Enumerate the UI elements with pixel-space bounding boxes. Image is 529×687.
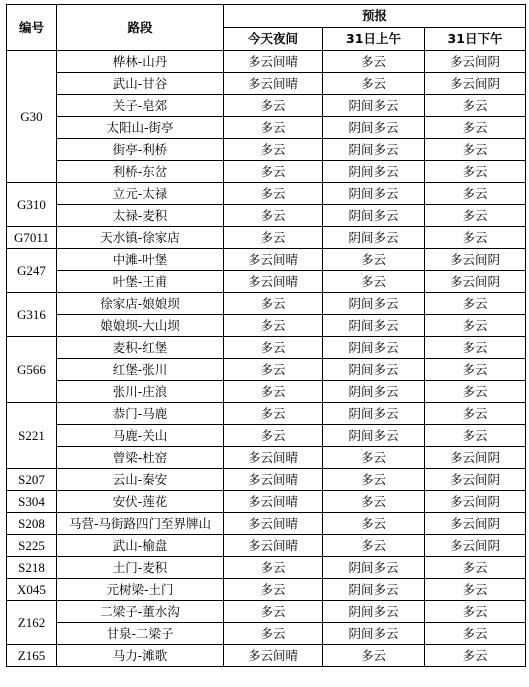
route-code-cell: X045 bbox=[7, 579, 57, 601]
road-section-cell: 马营-马街路四门至界牌山 bbox=[57, 513, 224, 535]
forecast-31-afternoon-cell: 多云间阴 bbox=[425, 249, 526, 271]
forecast-31-morning-cell: 阴间多云 bbox=[323, 95, 425, 117]
forecast-31-morning-cell: 多云 bbox=[323, 469, 425, 491]
forecast-31-afternoon-cell: 多云 bbox=[425, 117, 526, 139]
route-code-cell: G566 bbox=[7, 337, 57, 403]
road-section-cell: 桦林-山丹 bbox=[57, 51, 224, 73]
road-section-cell: 元树梁-土门 bbox=[57, 579, 224, 601]
forecast-tonight-cell: 多云间晴 bbox=[224, 249, 323, 271]
forecast-tonight-cell: 多云 bbox=[224, 601, 323, 623]
forecast-31-afternoon-cell: 多云间阴 bbox=[425, 491, 526, 513]
forecast-31-morning-cell: 阴间多云 bbox=[323, 139, 425, 161]
forecast-tonight-cell: 多云间晴 bbox=[224, 51, 323, 73]
forecast-31-afternoon-cell: 多云 bbox=[425, 579, 526, 601]
forecast-table-container bbox=[6, 4, 526, 667]
forecast-tonight-cell: 多云 bbox=[224, 337, 323, 359]
road-section-cell: 武山-榆盘 bbox=[57, 535, 224, 557]
table-row bbox=[7, 315, 526, 337]
forecast-tonight-cell: 多云 bbox=[224, 117, 323, 139]
table-row bbox=[7, 161, 526, 183]
forecast-31-morning-cell: 阴间多云 bbox=[323, 359, 425, 381]
forecast-31-afternoon-cell: 多云间阴 bbox=[425, 271, 526, 293]
table-row bbox=[7, 293, 526, 315]
forecast-31-afternoon-cell: 多云 bbox=[425, 139, 526, 161]
forecast-31-morning-cell: 阴间多云 bbox=[323, 403, 425, 425]
road-section-cell: 安伏-莲花 bbox=[57, 491, 224, 513]
forecast-31-morning-cell: 多云 bbox=[323, 645, 425, 667]
road-section-cell: 利桥-东岔 bbox=[57, 161, 224, 183]
forecast-31-afternoon-cell: 多云间阴 bbox=[425, 51, 526, 73]
forecast-31-afternoon-cell: 多云间阴 bbox=[425, 73, 526, 95]
road-section-cell: 云山-秦安 bbox=[57, 469, 224, 491]
road-section-cell: 中滩-叶堡 bbox=[57, 249, 224, 271]
road-section-cell: 徐家店-娘娘坝 bbox=[57, 293, 224, 315]
table-row bbox=[7, 271, 526, 293]
forecast-31-morning-cell: 多云 bbox=[323, 535, 425, 557]
forecast-tonight-cell: 多云 bbox=[224, 579, 323, 601]
road-section-cell: 曾梁-杜窑 bbox=[57, 447, 224, 469]
road-section-cell: 二梁子-董水沟 bbox=[57, 601, 224, 623]
header-period-31-afternoon: 31日下午 bbox=[425, 28, 526, 51]
forecast-tonight-cell: 多云间晴 bbox=[224, 491, 323, 513]
table-row bbox=[7, 227, 526, 249]
forecast-tonight-cell: 多云间晴 bbox=[224, 535, 323, 557]
forecast-31-morning-cell: 阴间多云 bbox=[323, 623, 425, 645]
forecast-tonight-cell: 多云 bbox=[224, 161, 323, 183]
forecast-31-morning-cell: 阴间多云 bbox=[323, 557, 425, 579]
table-row bbox=[7, 579, 526, 601]
forecast-31-afternoon-cell: 多云 bbox=[425, 381, 526, 403]
forecast-tonight-cell: 多云 bbox=[224, 623, 323, 645]
forecast-tonight-cell: 多云 bbox=[224, 227, 323, 249]
table-row bbox=[7, 425, 526, 447]
forecast-31-afternoon-cell: 多云间阴 bbox=[425, 535, 526, 557]
forecast-tonight-cell: 多云 bbox=[224, 293, 323, 315]
forecast-tonight-cell: 多云间晴 bbox=[224, 645, 323, 667]
forecast-tonight-cell: 多云 bbox=[224, 557, 323, 579]
table-row bbox=[7, 73, 526, 95]
road-section-cell: 武山-甘谷 bbox=[57, 73, 224, 95]
forecast-31-morning-cell: 阴间多云 bbox=[323, 579, 425, 601]
route-code-cell: G316 bbox=[7, 293, 57, 337]
table-row bbox=[7, 139, 526, 161]
forecast-31-afternoon-cell: 多云间阴 bbox=[425, 469, 526, 491]
table-row bbox=[7, 337, 526, 359]
forecast-31-morning-cell: 多云 bbox=[323, 271, 425, 293]
route-code-cell: Z165 bbox=[7, 645, 57, 667]
road-section-cell: 马力-滩歌 bbox=[57, 645, 224, 667]
table-body bbox=[7, 51, 526, 667]
table-row bbox=[7, 359, 526, 381]
forecast-31-afternoon-cell: 多云 bbox=[425, 337, 526, 359]
forecast-tonight-cell: 多云 bbox=[224, 183, 323, 205]
forecast-tonight-cell: 多云 bbox=[224, 139, 323, 161]
forecast-31-morning-cell: 阴间多云 bbox=[323, 337, 425, 359]
route-code-cell: G247 bbox=[7, 249, 57, 293]
forecast-tonight-cell: 多云间晴 bbox=[224, 513, 323, 535]
forecast-31-afternoon-cell: 多云 bbox=[425, 557, 526, 579]
forecast-31-afternoon-cell: 多云 bbox=[425, 645, 526, 667]
forecast-tonight-cell: 多云 bbox=[224, 205, 323, 227]
road-section-cell: 张川-庄浪 bbox=[57, 381, 224, 403]
road-section-cell: 关子-皂郊 bbox=[57, 95, 224, 117]
road-section-cell: 红堡-张川 bbox=[57, 359, 224, 381]
forecast-31-afternoon-cell: 多云 bbox=[425, 601, 526, 623]
road-section-cell: 马鹿-关山 bbox=[57, 425, 224, 447]
forecast-31-morning-cell: 阴间多云 bbox=[323, 601, 425, 623]
forecast-31-afternoon-cell: 多云 bbox=[425, 359, 526, 381]
forecast-31-morning-cell: 阴间多云 bbox=[323, 293, 425, 315]
forecast-tonight-cell: 多云 bbox=[224, 381, 323, 403]
header-forecast: 预报 bbox=[224, 5, 526, 28]
forecast-31-morning-cell: 多云 bbox=[323, 73, 425, 95]
road-section-cell: 叶堡-王甫 bbox=[57, 271, 224, 293]
forecast-31-afternoon-cell: 多云 bbox=[425, 623, 526, 645]
table-row bbox=[7, 183, 526, 205]
table-row bbox=[7, 403, 526, 425]
header-code: 编号 bbox=[7, 5, 57, 51]
forecast-31-morning-cell: 阴间多云 bbox=[323, 117, 425, 139]
header-period-tonight: 今天夜间 bbox=[224, 28, 323, 51]
road-section-cell: 太禄-麦积 bbox=[57, 205, 224, 227]
forecast-31-afternoon-cell: 多云 bbox=[425, 205, 526, 227]
table-row bbox=[7, 469, 526, 491]
forecast-31-afternoon-cell: 多云 bbox=[425, 95, 526, 117]
forecast-31-morning-cell: 多云 bbox=[323, 249, 425, 271]
forecast-31-afternoon-cell: 多云 bbox=[425, 227, 526, 249]
forecast-31-afternoon-cell: 多云间阴 bbox=[425, 447, 526, 469]
forecast-tonight-cell: 多云 bbox=[224, 95, 323, 117]
table-row bbox=[7, 491, 526, 513]
road-section-cell: 立元-太禄 bbox=[57, 183, 224, 205]
forecast-tonight-cell: 多云 bbox=[224, 403, 323, 425]
forecast-tonight-cell: 多云 bbox=[224, 425, 323, 447]
forecast-31-morning-cell: 阴间多云 bbox=[323, 183, 425, 205]
forecast-tonight-cell: 多云间晴 bbox=[224, 271, 323, 293]
table-row bbox=[7, 645, 526, 667]
forecast-31-morning-cell: 多云 bbox=[323, 51, 425, 73]
forecast-31-morning-cell: 多云 bbox=[323, 491, 425, 513]
table-row bbox=[7, 557, 526, 579]
road-weather-forecast-table bbox=[6, 4, 526, 667]
forecast-31-afternoon-cell: 多云 bbox=[425, 315, 526, 337]
forecast-31-morning-cell: 阴间多云 bbox=[323, 161, 425, 183]
table-header bbox=[7, 5, 526, 51]
table-row bbox=[7, 623, 526, 645]
table-row bbox=[7, 447, 526, 469]
route-code-cell: S221 bbox=[7, 403, 57, 469]
road-section-cell: 街亭-利桥 bbox=[57, 139, 224, 161]
route-code-cell: G310 bbox=[7, 183, 57, 227]
header-period-31-morning: 31日上午 bbox=[323, 28, 425, 51]
road-section-cell: 恭门-马鹿 bbox=[57, 403, 224, 425]
forecast-31-morning-cell: 阴间多云 bbox=[323, 381, 425, 403]
table-row bbox=[7, 205, 526, 227]
road-section-cell: 甘泉-二梁子 bbox=[57, 623, 224, 645]
table-row bbox=[7, 51, 526, 73]
table-row bbox=[7, 381, 526, 403]
route-code-cell: S304 bbox=[7, 491, 57, 513]
road-section-cell: 娘娘坝-大山坝 bbox=[57, 315, 224, 337]
forecast-tonight-cell: 多云 bbox=[224, 359, 323, 381]
forecast-31-morning-cell: 阴间多云 bbox=[323, 425, 425, 447]
forecast-tonight-cell: 多云间晴 bbox=[224, 447, 323, 469]
route-code-cell: S218 bbox=[7, 557, 57, 579]
route-code-cell: Z162 bbox=[7, 601, 57, 645]
forecast-31-afternoon-cell: 多云 bbox=[425, 293, 526, 315]
table-row bbox=[7, 601, 526, 623]
road-section-cell: 麦积-红堡 bbox=[57, 337, 224, 359]
route-code-cell: S207 bbox=[7, 469, 57, 491]
header-road: 路段 bbox=[57, 5, 224, 51]
forecast-tonight-cell: 多云间晴 bbox=[224, 73, 323, 95]
table-row bbox=[7, 535, 526, 557]
route-code-cell: G7011 bbox=[7, 227, 57, 249]
route-code-cell: G30 bbox=[7, 51, 57, 183]
table-row bbox=[7, 95, 526, 117]
forecast-31-morning-cell: 阴间多云 bbox=[323, 227, 425, 249]
forecast-31-afternoon-cell: 多云 bbox=[425, 183, 526, 205]
forecast-31-afternoon-cell: 多云 bbox=[425, 425, 526, 447]
road-section-cell: 土门-麦积 bbox=[57, 557, 224, 579]
table-row bbox=[7, 249, 526, 271]
forecast-31-morning-cell: 多云 bbox=[323, 447, 425, 469]
road-section-cell: 太阳山-街亭 bbox=[57, 117, 224, 139]
forecast-31-morning-cell: 阴间多云 bbox=[323, 315, 425, 337]
forecast-31-afternoon-cell: 多云 bbox=[425, 403, 526, 425]
forecast-31-morning-cell: 阴间多云 bbox=[323, 205, 425, 227]
table-row bbox=[7, 117, 526, 139]
forecast-31-afternoon-cell: 多云 bbox=[425, 161, 526, 183]
table-row bbox=[7, 513, 526, 535]
forecast-tonight-cell: 多云间晴 bbox=[224, 469, 323, 491]
road-section-cell: 天水镇-徐家店 bbox=[57, 227, 224, 249]
forecast-31-afternoon-cell: 多云间阴 bbox=[425, 513, 526, 535]
forecast-tonight-cell: 多云 bbox=[224, 315, 323, 337]
route-code-cell: S225 bbox=[7, 535, 57, 557]
forecast-31-morning-cell: 多云 bbox=[323, 513, 425, 535]
route-code-cell: S208 bbox=[7, 513, 57, 535]
